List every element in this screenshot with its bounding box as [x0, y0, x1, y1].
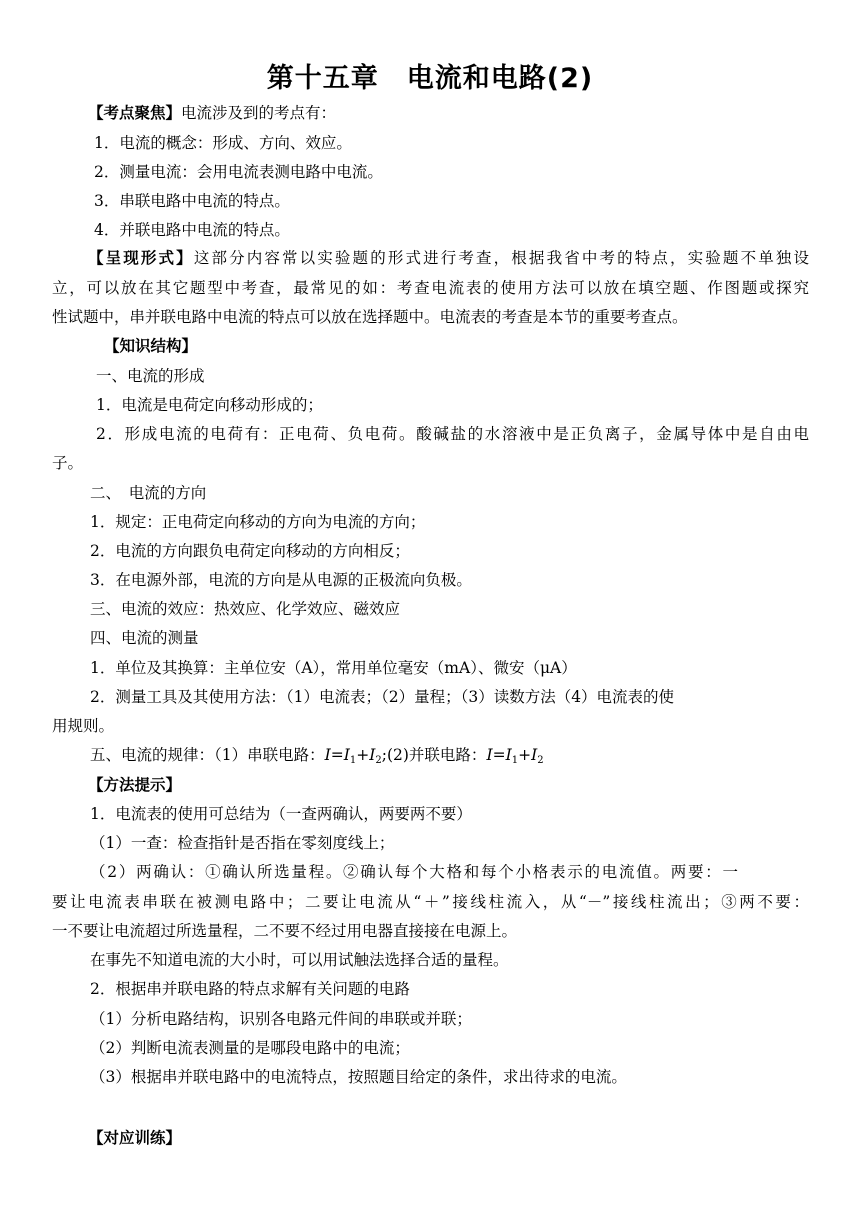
fangfa-line-6: 在事先不知道电流的大小时，可以用试触法选择合适的量程。	[90, 951, 509, 969]
duiying-heading: 【对应训练】	[88, 1129, 182, 1147]
fangfa-line-9: （2）判断电流表测量的是哪段电路中的电流；	[90, 1039, 410, 1057]
kaodian-item-3: 3．串联电路中电流的特点。	[94, 192, 290, 210]
page-title: 第十五章 电流和电路(2)	[266, 63, 594, 94]
kaodian-item-2: 2．测量电流：会用电流表测电路中电流。	[94, 163, 383, 181]
fangfa-line-10: （3）根据串并联电路中的电流特点，按照题目给定的条件，求出待求的电流。	[90, 1068, 627, 1086]
chengxian-line-3: 性试题中，串并联电路中电流的特点可以放在选择题中。电流表的考查是本节的重要考查点。	[52, 308, 688, 326]
section-5-mid: ;(2)并联电路：	[381, 746, 487, 764]
section-1-item-2: 2．形成电流的电荷有：正电荷、负电荷。酸碱盐的水溶液中是正负离子，金属导体中是自由电	[96, 425, 809, 443]
fangfa-line-3: （2）两确认：①确认所选量程。②确认每个大格和每个小格表示的电流值。两要：一	[90, 863, 738, 881]
fangfa-line-7: 2．根据串并联电路的特点求解有关问题的电路	[90, 980, 410, 998]
parallel-formula: $I=I_1+I_2$	[486, 746, 544, 766]
section-2-item-2: 2．电流的方向跟负电荷定向移动的方向相反；	[90, 542, 410, 560]
section-1-item-1: 1．电流是电荷定向移动形成的；	[96, 396, 323, 414]
section-2-item-1: 1．规定：正电荷定向移动的方向为电流的方向；	[90, 513, 426, 531]
section-1-title: 一、电流的形成	[96, 367, 205, 385]
section-4-item-1: 1．单位及其换算：主单位安（A），常用单位毫安（mA）、微安（μA）	[90, 659, 577, 677]
chengxian-text-1: 这部分内容常以实验题的形式进行考查，根据我省中考的特点，实验题不单独设	[193, 249, 809, 267]
chengxian-heading: 【呈现形式】	[88, 249, 194, 267]
zhishi-heading: 【知识结构】	[104, 337, 198, 355]
section-2-title: 二、 电流的方向	[90, 484, 207, 502]
chengxian-line-2: 立，可以放在其它题型中考查，最常见的如：考查电流表的使用方法可以放在填空题、作图题或探究	[52, 279, 809, 297]
fangfa-line-4: 要让电流表串联在被测电路中；二要让电流从“＋”接线柱流入，从“－”接线柱流出；③两不要：	[52, 893, 809, 911]
section-4-item-2: 2．测量工具及其使用方法：（1）电流表；（2）量程；（3）读数方法（4）电流表的使	[90, 688, 675, 706]
kaodian-heading: 【考点聚焦】	[88, 104, 182, 122]
section-1-item-2-cont: 子。	[52, 454, 84, 472]
fangfa-line-5: 一不要让电流超过所选量程，二不要不经过用电器直接接在电源上。	[52, 922, 518, 940]
chengxian-line-1	[88, 248, 809, 268]
section-4-title: 四、电流的测量	[90, 629, 199, 647]
kaodian-item-4: 4．并联电路中电流的特点。	[94, 221, 290, 239]
kaodian-intro: 电流涉及到的考点有：	[181, 104, 337, 122]
section-5-prefix: 五、电流的规律：（1）串联电路：	[90, 746, 325, 764]
fangfa-line-2: （1）一查：检查指针是否指在零刻度线上；	[90, 834, 395, 852]
kaodian-line	[88, 103, 336, 123]
kaodian-item-1: 1．电流的概念：形成、方向、效应。	[94, 134, 352, 152]
section-2-item-3: 3．在电源外部，电流的方向是从电源的正极流向负极。	[90, 571, 472, 589]
section-5-line	[90, 745, 544, 771]
fangfa-line-8: （1）分析电路结构，识别各电路元件间的串联或并联；	[90, 1010, 472, 1028]
section-3-title: 三、电流的效应：热效应、化学效应、磁效应	[90, 600, 401, 618]
fangfa-line-1: 1．电流表的使用可总结为（一查两确认，两要两不要）	[90, 805, 472, 823]
section-4-item-2-cont: 用规则。	[52, 717, 115, 735]
fangfa-heading: 【方法提示】	[88, 776, 182, 794]
series-formula: $I=I_1+I_2$	[324, 746, 382, 766]
